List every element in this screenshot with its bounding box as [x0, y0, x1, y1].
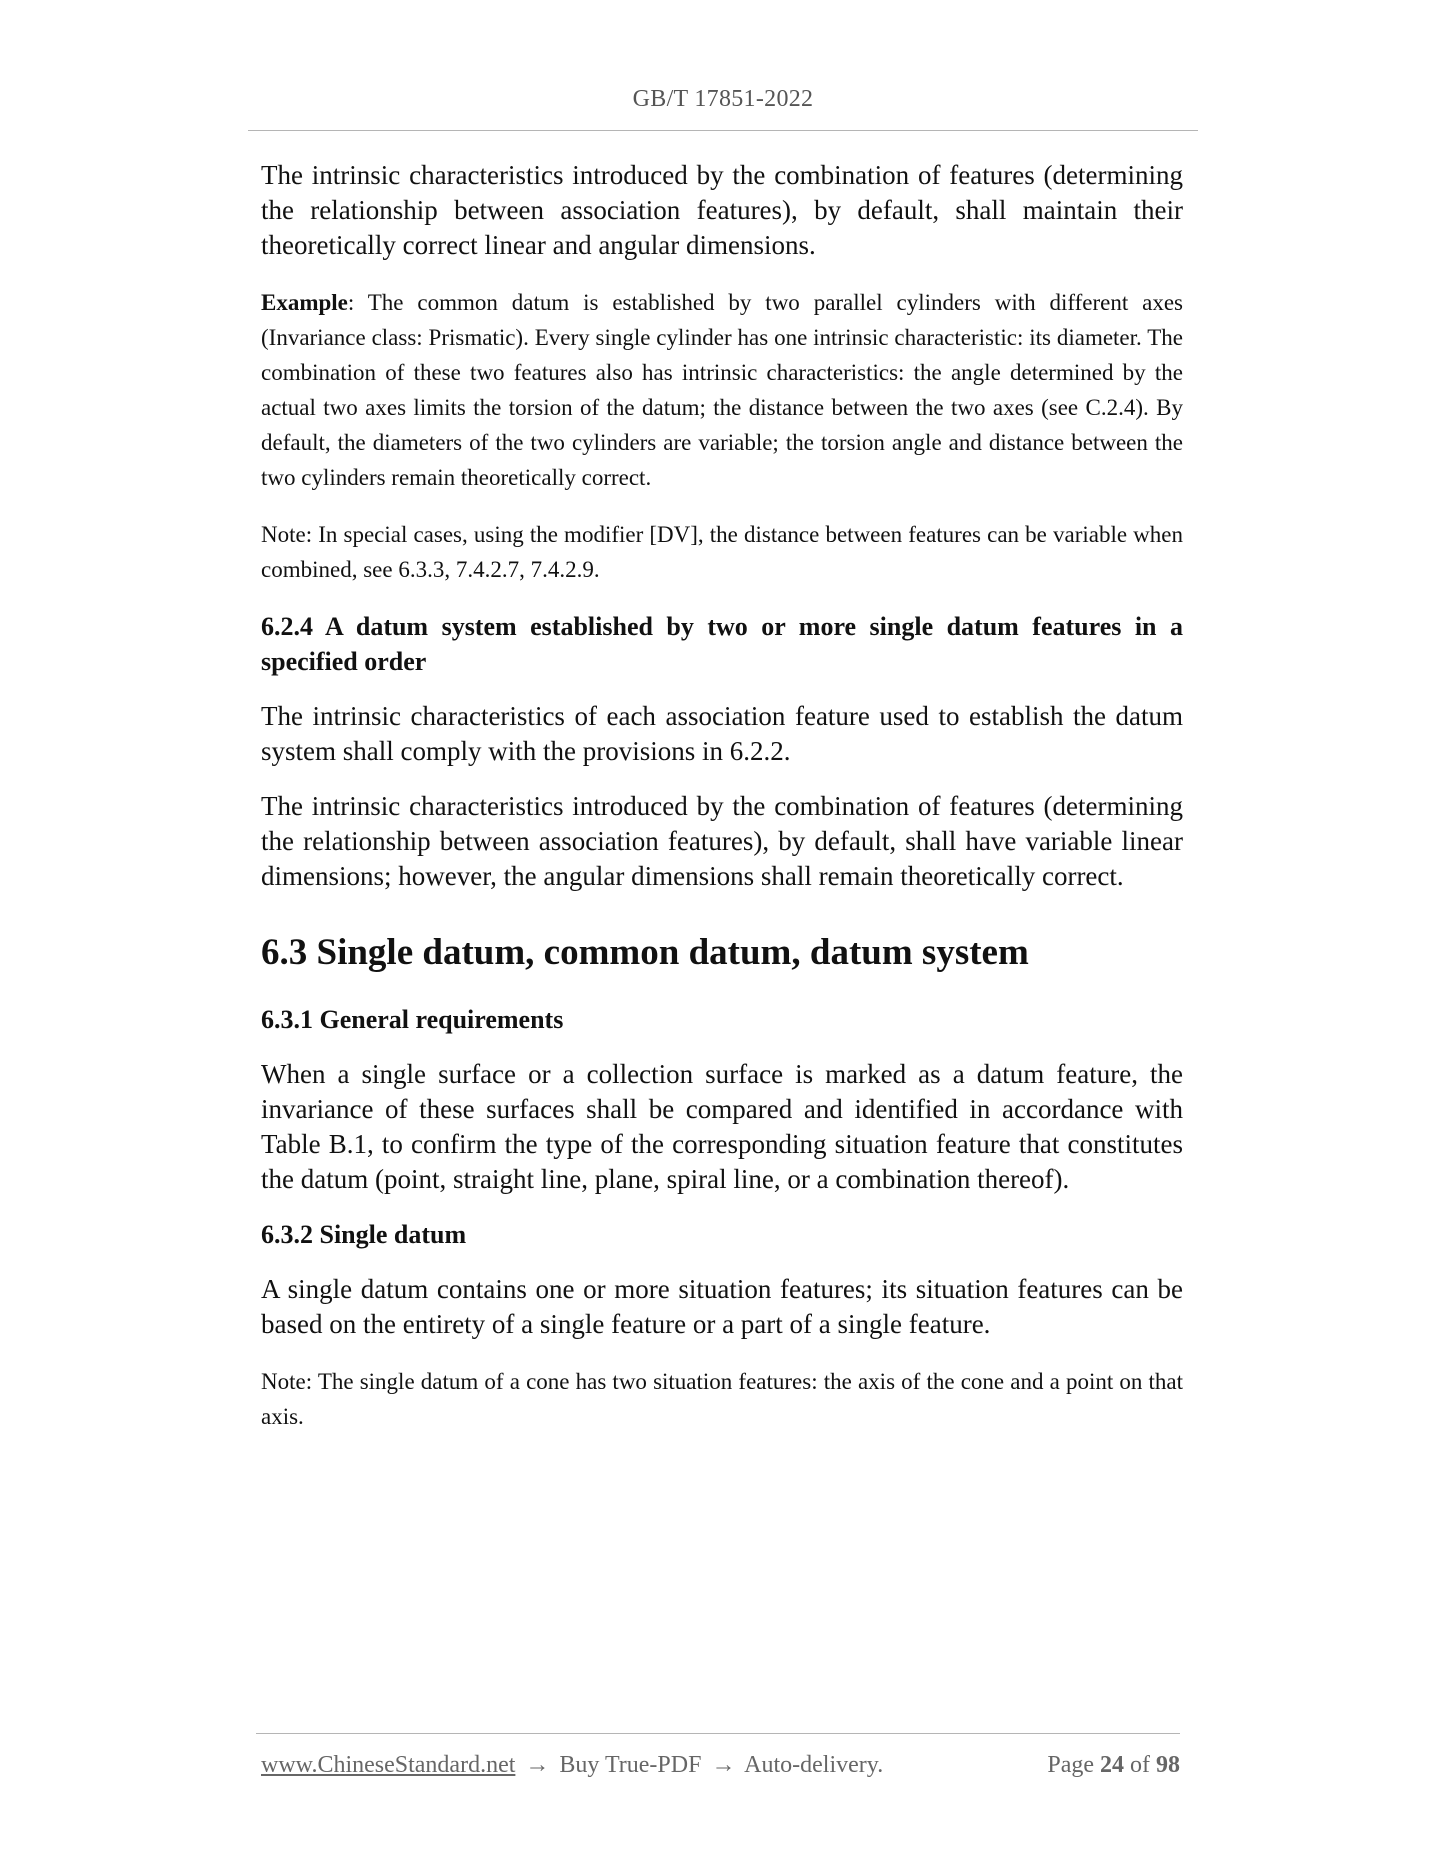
paragraph-variable-linear: The intrinsic characteristics introduced by the combination of features (determining the relationship between association features), by default, shall have variable linear dimensions; however, the angular dimensions shall remain theoretically correct. [261, 791, 1183, 891]
paragraph-combination-intrinsic: The intrinsic characteristics introduced by the combination of features (determining the relationship between association features), by default, shall maintain their theoretically correct linear and angular dimensions. [261, 160, 1183, 260]
auto-delivery-text: Auto-delivery. [744, 1752, 884, 1778]
heading-6-3-1: 6.3.1 General requirements [261, 1005, 564, 1034]
example-label: Example [261, 290, 348, 315]
footer-promo [261, 1752, 883, 1779]
page-label: Page [1047, 1752, 1094, 1778]
arrow-right-icon: → [711, 1752, 736, 1778]
header-divider [248, 130, 1198, 131]
paragraph-general-requirements: When a single surface or a collection surface is marked as a datum feature, the invariance of these surfaces shall be compared and identified in accordance with Table B.1, to confirm the type of the corresponding situation feature that constitutes the datum (point, straight line, plane, spiral line, or a combination thereof). [261, 1059, 1183, 1194]
of-label: of [1130, 1752, 1150, 1778]
buy-pdf-text: Buy True-PDF [559, 1752, 702, 1778]
arrow-right-icon: → [525, 1752, 550, 1778]
heading-6-2-4: 6.2.4 A datum system established by two or more single datum features in a specified order [261, 612, 1183, 676]
footer-divider [256, 1733, 1180, 1734]
note-cone-datum: Note: The single datum of a cone has two situation features: the axis of the cone and a point on that axis. [261, 1369, 1183, 1429]
site-link[interactable]: www.ChineseStandard.net [261, 1752, 516, 1778]
example-paragraph [261, 285, 1183, 495]
page-indicator [1047, 1752, 1180, 1779]
page-number: 24 [1100, 1752, 1124, 1778]
note-dv-modifier: Note: In special cases, using the modifier [DV], the distance between features can be variable when combined, see 6.3.3, 7.4.2.7, 7.4.2.9. [261, 522, 1183, 582]
heading-6-3: 6.3 Single datum, common datum, datum system [261, 932, 1029, 973]
document-content [261, 158, 1183, 1434]
example-text: : The common datum is established by two parallel cylinders with different axes (Invariance class: Prismatic). Every single cylinder has one intrinsic characteristic: its diameter. The combination of these two features also has intrinsic characteristics: the angle determined by the actual two axes limits the torsion of the datum; the distance between the two axes (see C.2.4). By default, the diameters of the two cylinders are variable; the torsion angle and distance between the two cylinders remain theoretically correct. [261, 290, 1183, 490]
heading-6-3-2: 6.3.2 Single datum [261, 1220, 467, 1249]
page-total: 98 [1156, 1752, 1180, 1778]
paragraph-single-datum: A single datum contains one or more situation features; its situation features can be based on the entirety of a single feature or a part of a single feature. [261, 1274, 1183, 1339]
paragraph-datum-system-compliance: The intrinsic characteristics of each association feature used to establish the datum system shall comply with the provisions in 6.2.2. [261, 701, 1183, 766]
page-header: GB/T 17851-2022 [632, 86, 814, 112]
